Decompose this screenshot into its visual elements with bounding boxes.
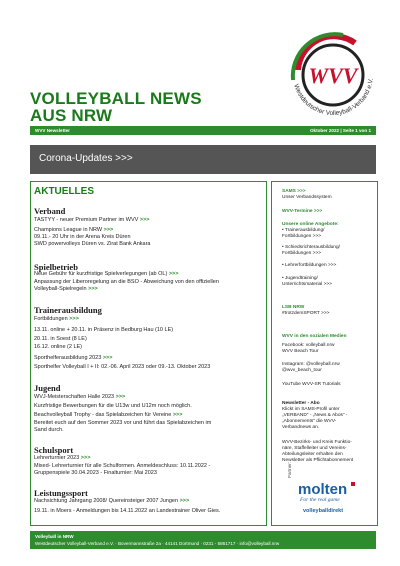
newsletter-info-line: Klickt im SAMS-Profil unter [282,407,340,412]
newsletter-title [30,90,202,124]
more-link-arrow[interactable]: >>> [179,498,190,504]
news-line[interactable] [34,394,125,400]
news-text: 13.11. online + 20.11. in Präsenz in Bedburg Hau (10 LE) [34,327,174,333]
newsletter-info-line: näre, Staffelleiter und Vereins- [282,446,347,451]
news-line[interactable] [34,227,113,233]
social-media-title: WVV in den sozialen Medien [282,334,347,339]
news-line [34,364,210,370]
title-line-1: VOLLEYBALL NEWS [30,89,202,108]
news-text: Champions League in NRW [34,227,103,233]
news-text: 16.12. online (2 LE) [34,344,83,350]
molten-text: molten [298,481,348,498]
more-link-arrow[interactable]: >>> [80,455,91,461]
social-media-item[interactable]: Facebook: volleyball.nrw [282,343,335,348]
online-offer-item[interactable]: • Jugendtraining/ [282,276,318,281]
sams-link[interactable]: SAMS >>> [282,189,306,194]
social-media-item[interactable]: Instagram: @volleyball.nrw [282,362,340,367]
news-line[interactable] [34,286,98,292]
newsletter-info-bar [30,126,376,135]
more-link-arrow[interactable]: >>> [69,316,79,322]
news-text: Neue Gebühr für kurzfristige Spielverlegungen (ab OL) [34,271,168,277]
newsletter-label: WVV Newsletter [35,128,70,133]
sams-subtitle: Unser Verbandssystem [282,195,332,200]
news-text: Lehrerturnier 2023 [34,455,80,461]
newsletter-info-line: „Abonnements" die WVV- [282,419,337,424]
online-offer-item[interactable]: Fortbildungen >>> [282,234,322,239]
news-text: Sporthelferausbildung 2023 [34,355,102,361]
more-link-arrow[interactable]: >>> [139,217,150,223]
news-line [34,327,173,333]
news-line [34,234,131,240]
online-offer-item[interactable]: • Trainerausbildung/ [282,228,325,233]
more-link-arrow[interactable]: >>> [172,412,183,418]
social-media-item[interactable]: @wvv_beach_tour [282,368,322,373]
news-text: Kurzfristige Bewerbungen für die U13w und U12m noch möglich. [34,403,192,409]
news-line[interactable] [34,355,112,361]
news-line[interactable] [34,316,79,322]
section-title-3: Trainerausbildung [34,305,102,315]
news-text: TASTYY - neuer Premium Partner im WVV [34,217,139,223]
corona-updates-banner[interactable] [30,145,376,174]
newsletter-info-line: Verbandnews an. [282,425,320,430]
news-text: 09.11.- 20 Uhr in der Arena Kreis Düren [34,234,131,240]
newsletter-info-line: WVV-Bezirks- und Kreis Funktio- [282,440,352,445]
online-offer-item[interactable]: Fortbildungen >>> [282,251,322,256]
lsb-nrw-link[interactable]: #trotzdemSPORT >>> [282,311,330,316]
section-title-6: Leistungssport [34,488,88,498]
news-line [34,241,150,247]
newsletter-info-line: „VERBAND" - „News & Abos" - [282,413,348,418]
wvv-logo [283,25,383,125]
header [0,0,400,126]
news-line [34,344,82,350]
footer [30,531,376,549]
news-line [34,463,210,469]
news-text: Fortbildungen [34,316,68,322]
news-line [34,470,157,476]
online-offer-item[interactable]: • Schiedsrichterausbildung/ [282,245,340,250]
section-title-5: Schulsport [34,445,74,455]
news-text: WVJ-Meisterschaften Halle 2023 [34,394,115,400]
newsletter-info-line: Newsletter als Pflichtabonnement [282,458,354,463]
more-link-arrow[interactable]: >>> [115,394,126,400]
news-text: Mixed- Lehrerturnier für alle Schulformen. Anmeldeschluss: 10.11.2022 - [34,463,211,469]
title-line-2: AUS NRW [30,106,113,125]
news-text: 19.11. in Moers - Anmeldungen bis 14.11.2022 an Landestrainer Oliver Gies. [34,508,221,514]
section-title-4: Jugend [34,383,61,393]
news-text: Bereitet euch auf den Sommer 2023 vor und führt das Spielabzeichen im [34,420,212,426]
corona-updates-link[interactable]: Corona-Updates >>> [39,153,133,164]
logo-ring-text: Westdeutscher Volleyball-Verband e.V. [292,77,375,118]
news-line[interactable] [34,498,189,504]
partner-label: Partner: [287,461,292,478]
more-link-arrow[interactable]: >>> [102,355,113,361]
more-link-arrow[interactable]: >>> [103,227,114,233]
news-line [34,427,64,433]
issue-date-page: Oktober 2022 | Seite 1 von 1 [309,128,371,133]
wvv-termine-link[interactable]: WVV-Termine >>> [282,209,323,214]
newsletter-info-line: Abteilungsleiter erhalten den [282,452,343,457]
news-line [34,508,220,514]
news-text: Gruppenspiele 30.04.2023 - Finalturnier: Mai 2023 [34,470,157,476]
molten-logo[interactable] [296,480,366,504]
news-line[interactable] [34,455,90,461]
online-offer-item[interactable]: Unterrichtsmaterial >>> [282,282,332,287]
online-offer-item[interactable]: • Lehrerfortbildungen >>> [282,263,337,268]
logo-text: WVV [308,63,358,88]
news-text: Sporthelfer Volleyball I + II: 02.-06. April 2023 oder 09.-13. Oktober 2023 [34,364,211,370]
more-link-arrow[interactable]: >>> [88,286,98,292]
online-offers-title: Unsere online Angebote: [282,222,339,227]
news-line [34,279,219,285]
news-text: 20.11. in Soest (8 LE) [34,336,87,342]
news-text: Volleyball-Spielregeln [34,286,87,292]
lsb-nrw-title[interactable]: LSB NRW [282,305,305,310]
footer-title: Volleyball in NRW [35,534,74,539]
news-text: Anpassung der Liberoregelung an die BSO - Abweichung von den offiziellen [34,279,219,285]
social-media-item[interactable]: WVV Beach Tour [282,349,319,354]
more-link-arrow[interactable]: >>> [168,271,179,277]
footer-address: Westdeutscher Volleyball-Verband e.V. · Bovermannstraße 2a · 44141 Dortmund · 0231 - 5861717 · info@volleyball.nrw [35,541,280,546]
news-line[interactable] [34,217,150,223]
news-text: SWD powervolleys Düren vs. Zirat Bank Ankara [34,241,151,247]
newsletter-info-line: Newsletter - Abo [282,401,320,406]
news-line[interactable] [34,271,178,277]
section-title-2: Spielbetrieb [34,262,78,272]
volleyball-direkt-logo[interactable]: volleyballdirekt [303,508,344,514]
main-news-box [30,181,267,526]
news-line[interactable] [34,412,182,418]
news-text: Beachvolleyball Trophy - das Spielabzeichen für Vereine [34,412,172,418]
social-media-item[interactable]: YouTube WVV-SR Tutorials [282,382,341,387]
news-line [34,403,192,409]
news-text: Nachsichtung Jahrgang 2008/ Quereinsteiger 2007 Jungen [34,498,179,504]
news-line [34,420,211,426]
news-text: Sand durch. [34,427,64,433]
section-title-1: Verband [34,206,66,216]
aktuelles-heading: AKTUELLES [34,186,94,197]
molten-tagline: For the real game [300,497,340,503]
news-line [34,336,87,342]
